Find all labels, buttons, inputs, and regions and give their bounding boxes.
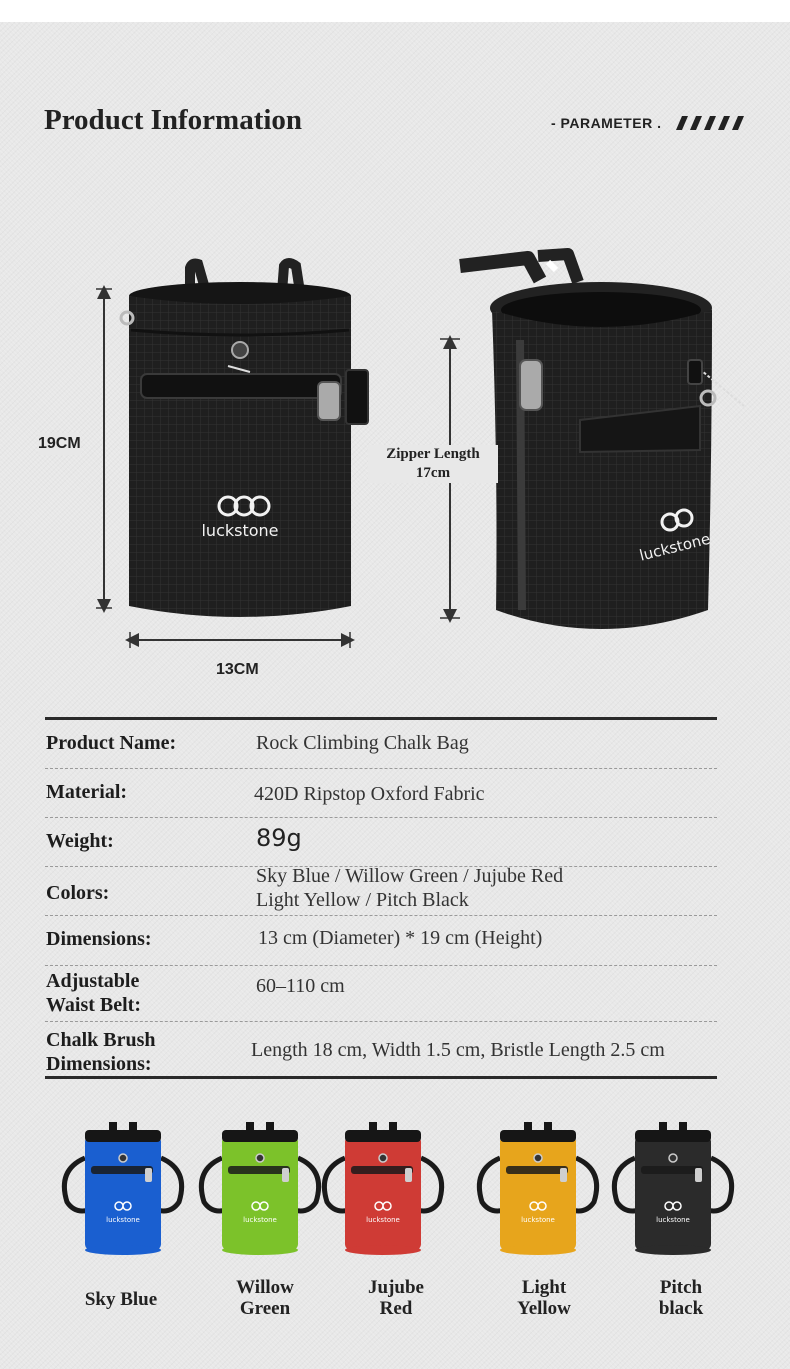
- swatch-bag: [614, 1122, 731, 1255]
- brush-label-line2: Dimensions:: [46, 1053, 152, 1075]
- weight-value: 89g: [256, 824, 302, 852]
- swatch-bag: [201, 1122, 318, 1255]
- material-value: 420D Ripstop Oxford Fabric: [254, 783, 485, 805]
- colors-value-line1: Sky Blue / Willow Green / Jujube Red: [256, 865, 564, 887]
- weight-label: Weight:: [46, 830, 114, 852]
- swatch-brand: luckstone: [656, 1216, 690, 1224]
- waist-belt-value: 60–110 cm: [256, 975, 345, 997]
- product-name-value: Rock Climbing Chalk Bag: [256, 732, 469, 754]
- swatch-brand: luckstone: [106, 1216, 140, 1224]
- width-label: 13CM: [216, 661, 259, 678]
- swatch-label-willow-green: [210, 1277, 320, 1319]
- zipper-label-line2: 17cm: [415, 465, 451, 481]
- waist-belt-label-line2: Waist Belt:: [46, 994, 141, 1016]
- swatch-label-jujube-red: [341, 1277, 451, 1319]
- height-label: 19CM: [38, 433, 81, 455]
- product-name-label: Product Name:: [46, 732, 177, 754]
- swatch-label-line2: black: [658, 1298, 704, 1319]
- waist-belt-label-line1: Adjustable: [46, 970, 140, 992]
- bag-brand-front: luckstone: [201, 521, 279, 540]
- brush-label-line1: Chalk Brush: [46, 1029, 156, 1051]
- swatch-label-line1: Jujube: [368, 1277, 424, 1298]
- swatch-brand: luckstone: [366, 1216, 400, 1224]
- swatch-brand: luckstone: [521, 1216, 555, 1224]
- swatch-label-line2: Yellow: [517, 1298, 571, 1319]
- swatch-label-light-yellow: [489, 1277, 599, 1319]
- swatch-label-line1: Willow: [236, 1277, 294, 1298]
- swatch-label-sky-blue: [66, 1289, 176, 1310]
- parameter-label: - PARAMETER .: [551, 115, 662, 131]
- swatch-label-pitch-black: [626, 1277, 736, 1319]
- colors-value-line2: Light Yellow / Pitch Black: [256, 889, 469, 911]
- swatch-brand: luckstone: [243, 1216, 277, 1224]
- swatch-bag: [479, 1122, 596, 1255]
- page-title: Product Information: [44, 104, 303, 136]
- dimensions-value: 13 cm (Diameter) * 19 cm (Height): [258, 927, 543, 949]
- swatch-label-line2: Green: [239, 1298, 291, 1319]
- brush-value: Length 18 cm, Width 1.5 cm, Bristle Length 2.5 cm: [251, 1039, 665, 1061]
- swatch-bag: [324, 1122, 441, 1255]
- swatch-label-line1: Pitch: [659, 1277, 703, 1298]
- swatch-label-line2: Red: [379, 1298, 413, 1319]
- zipper-label-line1: Zipper Length: [386, 446, 480, 462]
- colors-label: Colors:: [46, 882, 110, 904]
- swatch-label-line1: Light: [521, 1277, 567, 1298]
- swatch-bag: [64, 1122, 181, 1255]
- material-label: Material:: [46, 781, 128, 803]
- bag-brand-side: luckstone: [637, 529, 713, 565]
- swatch-label-line1: Sky Blue: [84, 1289, 158, 1310]
- dimensions-label: Dimensions:: [46, 928, 152, 950]
